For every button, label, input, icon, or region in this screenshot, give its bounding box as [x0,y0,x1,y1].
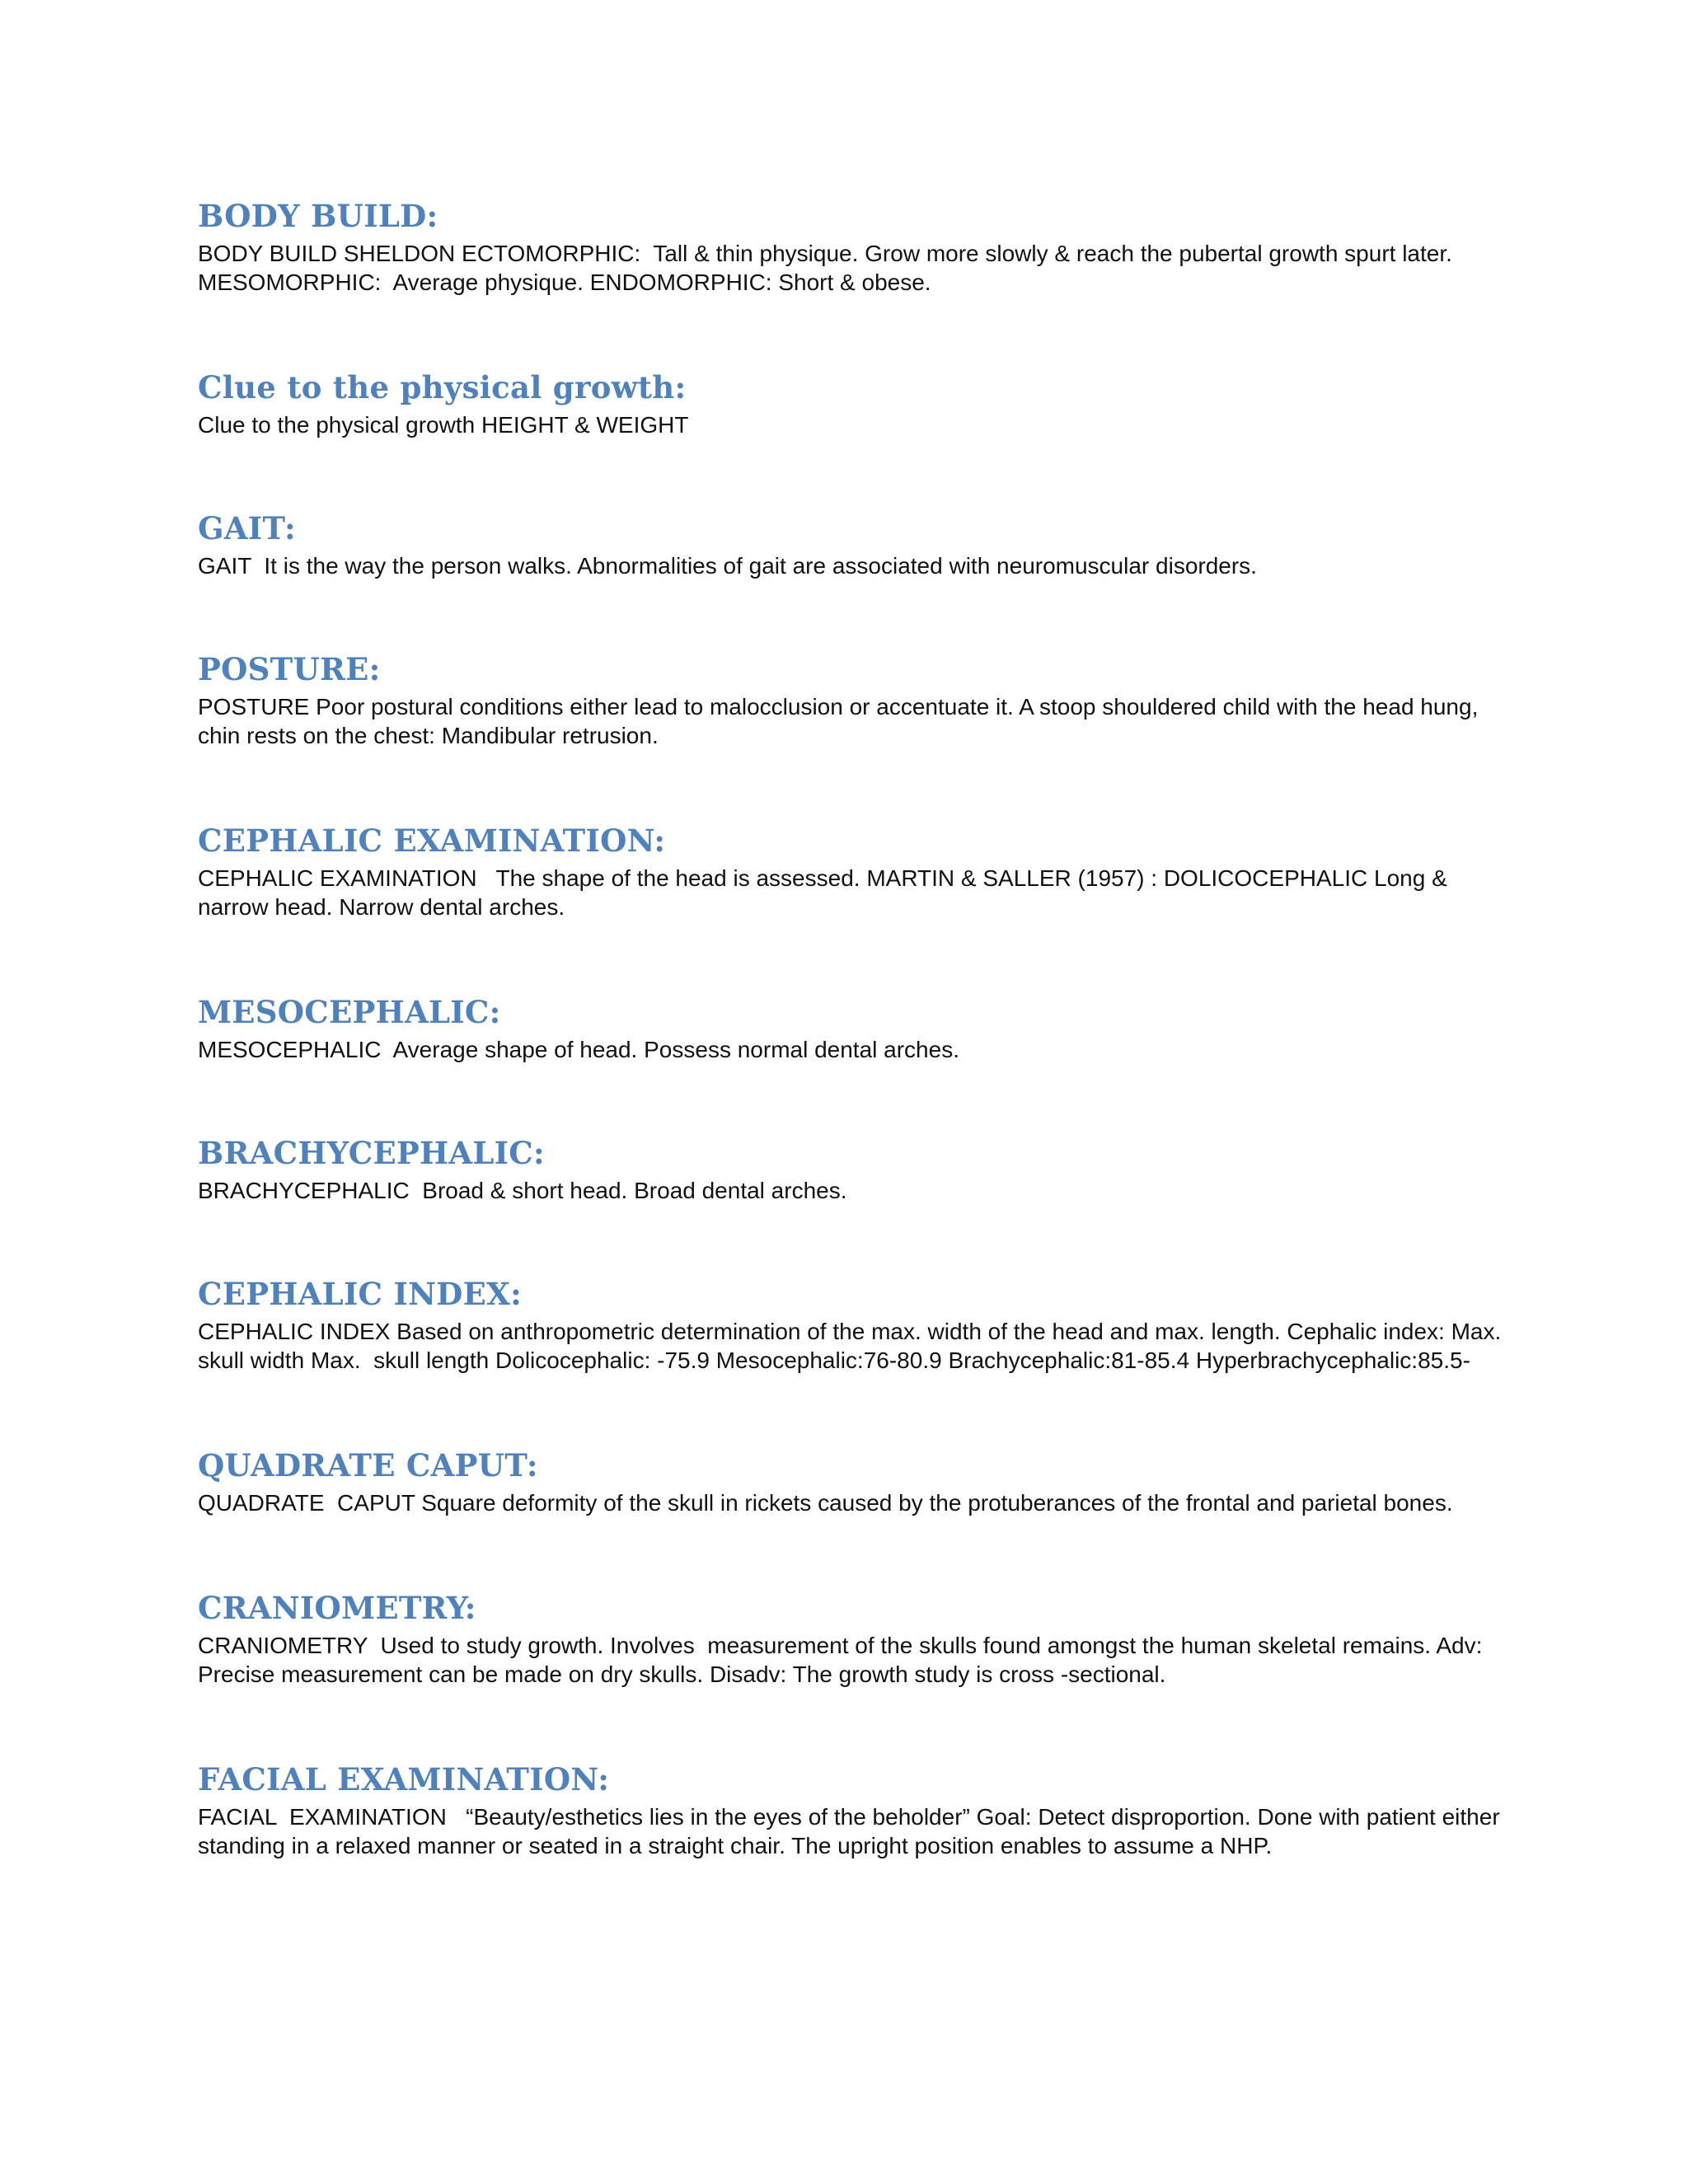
section-body: BRACHYCEPHALIC Broad & short head. Broad dental arches. [198,1178,847,1203]
section-facial-examination [198,1760,1517,1860]
section-heading: BODY BUILD: [198,198,438,234]
section-quadrate-caput [198,1446,1517,1517]
section-heading: CEPHALIC EXAMINATION: [198,823,666,859]
section-body: MESOCEPHALIC Average shape of head. Possess normal dental arches. [198,1037,959,1062]
section-heading: GAIT: [198,510,296,546]
section-heading: POSTURE: [198,651,381,687]
section-body: CRANIOMETRY Used to study growth. Involves measurement of the skulls found amongst the human skeletal remains. Adv: Precise measurement can be made on dry skulls. Disadv: The growth study is cross -sectional. [198,1633,1495,1687]
section-brachycephalic [198,1133,1517,1205]
section-heading: CRANIOMETRY: [198,1590,476,1626]
section-cephalic-index [198,1274,1517,1375]
document-page [198,196,1517,1860]
section-body: BODY BUILD SHELDON ECTOMORPHIC: Tall & thin physique. Grow more slowly & reach the pubertal growth spurt later. MESOMORPHIC: Average physique. ENDOMORPHIC: Short & obese. [198,241,1459,295]
section-craniometry [198,1588,1517,1689]
section-body: Clue to the physical growth HEIGHT & WEIGHT [198,412,689,438]
section-heading: CEPHALIC INDEX: [198,1276,523,1312]
section-body: POSTURE Poor postural conditions either lead to malocclusion or accentuate it. A stoop shouldered child with the head hung, chin rests on the chest: Mandibular retrusion. [198,694,1485,748]
section-posture [198,649,1517,750]
section-heading: QUADRATE CAPUT: [198,1447,538,1483]
section-heading: Clue to the physical growth: [198,369,687,405]
section-heading: BRACHYCEPHALIC: [198,1135,545,1171]
section-mesocephalic [198,992,1517,1064]
section-gait [198,509,1517,580]
section-body: CEPHALIC INDEX Based on anthropometric determination of the max. width of the head and max. length. Cephalic index: Max. skull width Max. skull length Dolicocephalic: -75.9 Mesocephalic:76-80.9 Brachycephalic:81-85.4 Hyperbrachycephalic:85.5- [198,1319,1514,1373]
section-physical-growth [198,368,1517,439]
section-body: QUADRATE CAPUT Square deformity of the skull in rickets caused by the protuberances of the frontal and parietal bones. [198,1490,1453,1516]
section-cephalic-examination [198,821,1517,921]
section-body-build [198,196,1517,297]
section-body: GAIT It is the way the person walks. Abnormalities of gait are associated with neuromuscular disorders. [198,553,1257,579]
section-body: CEPHALIC EXAMINATION The shape of the head is assessed. MARTIN & SALLER (1957) : DOLICOCEPHALIC Long & narrow head. Narrow dental arches. [198,865,1454,920]
section-heading: FACIAL EXAMINATION: [198,1761,610,1797]
section-body: FACIAL EXAMINATION “Beauty/esthetics lies in the eyes of the beholder” Goal: Detect disproportion. Done with patient either standing in a relaxed manner or seated in a straight chair. The upright position enables to assume a NHP. [198,1804,1507,1858]
section-heading: MESOCEPHALIC: [198,994,501,1030]
